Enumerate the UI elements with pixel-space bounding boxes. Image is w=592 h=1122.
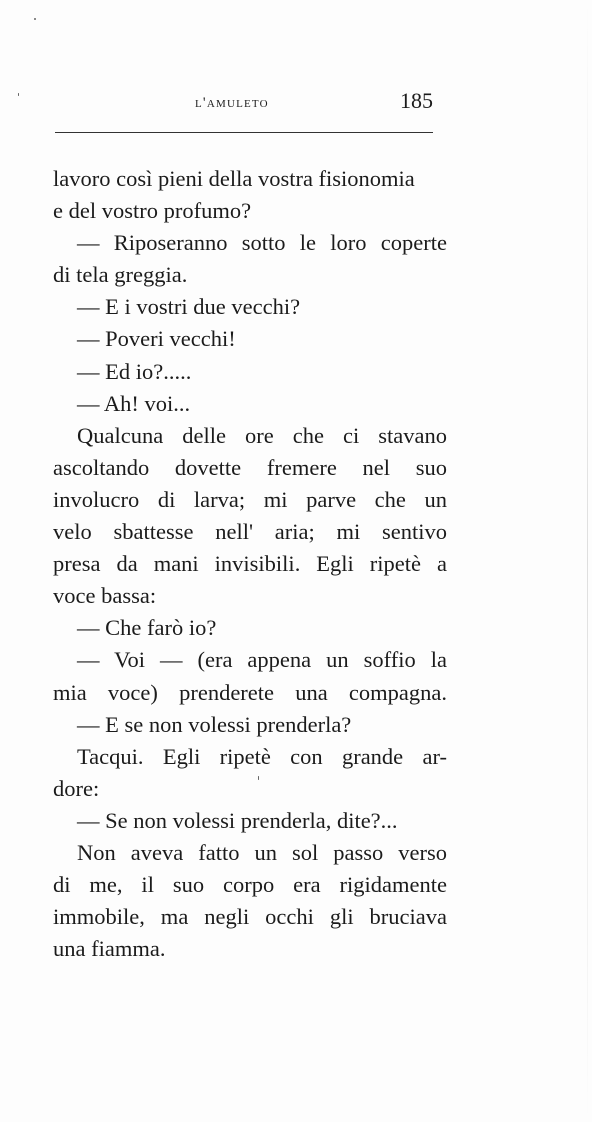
text-line: — Poveri vecchi! bbox=[77, 326, 236, 352]
text-line: Non aveva fatto un sol passo verso bbox=[77, 839, 447, 865]
text-line: ascoltando dovette fremere nel suo bbox=[53, 454, 447, 480]
paper-speck bbox=[34, 18, 36, 20]
text-line: immobile, ma negli occhi gli bruciava bbox=[53, 904, 447, 930]
text-line: mia voce) prenderete una compagna. bbox=[53, 679, 447, 705]
text-line: dore: bbox=[53, 775, 100, 801]
header-rule bbox=[55, 132, 433, 133]
text-line: — Ah! voi... bbox=[77, 390, 191, 416]
text-line: — E i vostri due vecchi? bbox=[77, 294, 301, 320]
text-line: e del vostro profumo? bbox=[53, 198, 252, 224]
paper-speck bbox=[258, 776, 259, 780]
page-number: 185 bbox=[400, 88, 433, 113]
text-line: Tacqui. Egli ripetè con grande ar- bbox=[77, 743, 447, 769]
text-line: presa da mani invisibili. Egli ripetè a bbox=[53, 551, 447, 577]
text-line: — E se non volessi prenderla? bbox=[77, 711, 352, 737]
text-line: — Se non volessi prenderla, dite?... bbox=[77, 807, 398, 833]
text-line: Qualcuna delle ore che ci stavano bbox=[77, 422, 447, 448]
running-title: l'amuleto bbox=[195, 95, 269, 111]
paper-speck bbox=[18, 93, 19, 96]
text-line: voce bassa: bbox=[53, 583, 157, 609]
text-line: — Riposeranno sotto le loro coperte bbox=[77, 230, 447, 256]
text-line: di me, il suo corpo era rigidamente bbox=[53, 872, 447, 898]
text-line: — Ed io?..... bbox=[77, 358, 192, 384]
text-line: — Voi — (era appena un soffio la bbox=[77, 647, 447, 673]
text-line: di tela greggia. bbox=[53, 262, 188, 288]
text-line: — Che farò io? bbox=[77, 615, 217, 641]
text-line: una fiamma. bbox=[53, 936, 166, 962]
page-edge bbox=[587, 0, 588, 1122]
text-line: velo sbattesse nell' aria; mi sentivo bbox=[53, 519, 447, 545]
text-line: lavoro così pieni della vostra fisionomia bbox=[53, 166, 415, 191]
text-body bbox=[53, 163, 447, 965]
running-head bbox=[55, 88, 433, 118]
text-line: involucro di larva; mi parve che un bbox=[53, 486, 447, 512]
